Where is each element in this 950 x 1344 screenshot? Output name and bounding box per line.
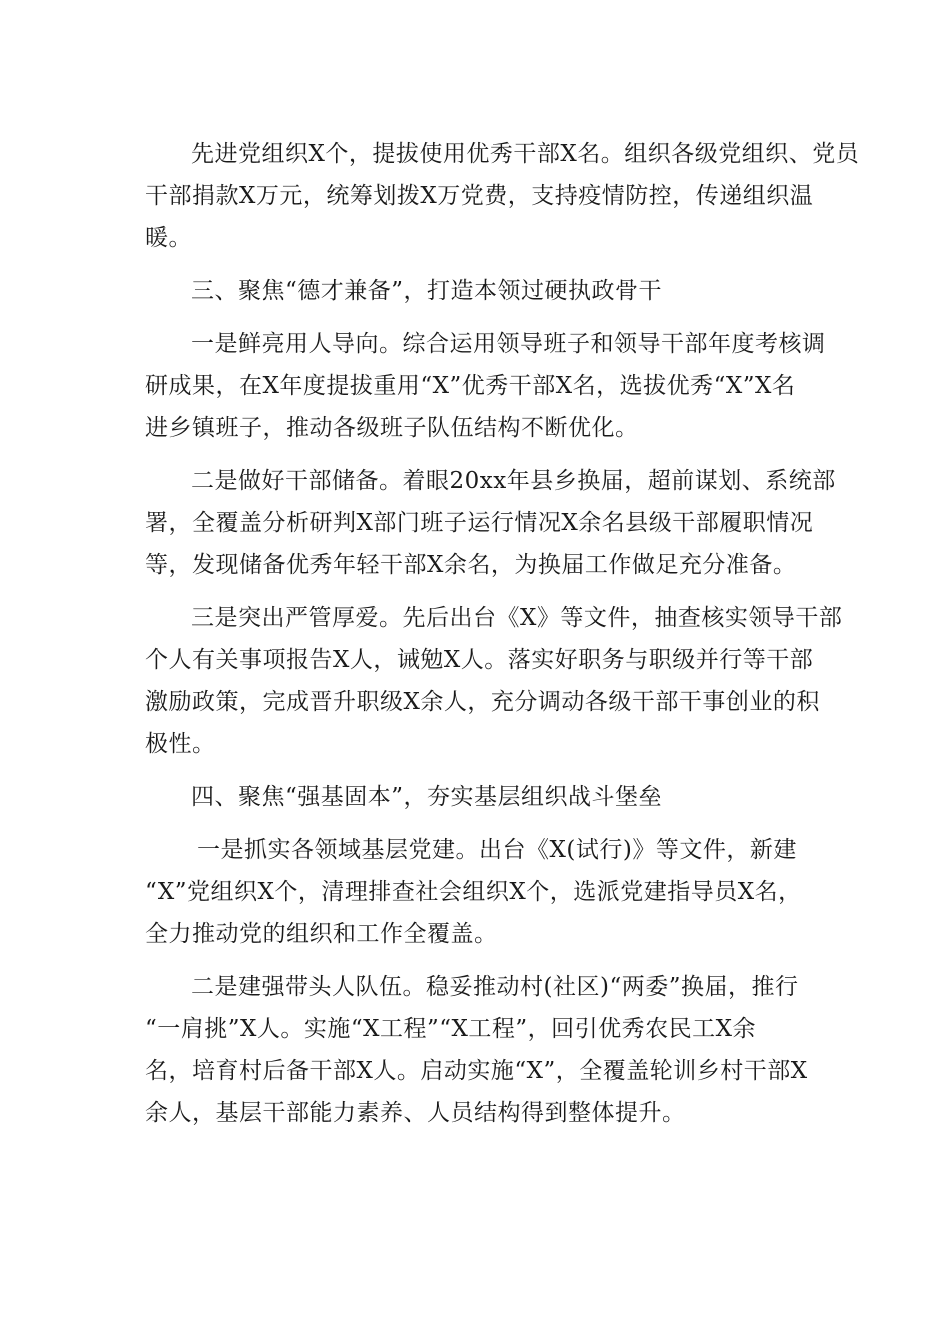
text-line: 个人有关事项报告X人，诫勉X人。落实好职务与职级并行等干部 [145,647,814,673]
text-line: 一是抓实各领域基层党建。出台《X(试行)》等文件，新建 [197,837,797,863]
text-line: 研成果，在X年度提拔重用“X”优秀干部X名，选拔优秀“X”X名 [145,373,796,399]
text-line: 二是建强带头人队伍。稳妥推动村(社区)“两委”换届，推行 [191,974,799,1000]
paragraph-gap [145,818,810,829]
paragraph-gap [145,955,810,966]
text-line: 极性。 [145,731,216,757]
text-line: 等，发现储备优秀年轻干部X余名，为换届工作做足充分准备。 [145,552,797,578]
text-line: 干部捐款X万元，统筹划拨X万党费，支持疫情防控，传递组织温 [145,183,814,209]
paragraph-gap [145,449,810,460]
body-paragraph [145,323,826,449]
text-line: 暖。 [145,225,192,251]
section-heading [145,270,810,312]
text-line: “一肩挑”X人。实施“X工程”“X工程”，回引优秀农民工X余 [145,1016,757,1042]
document-body [145,133,860,1134]
text-line: 二是做好干部储备。着眼20xx年县乡换届，超前谋划、系统部 [191,468,836,494]
text-line: “X”党组织X个，清理排查社会组织X个，选派党建指导员X名， [145,879,802,905]
body-paragraph [145,829,810,955]
paragraph-gap [145,586,810,597]
text-line: 三是突出严管厚爱。先后出台《X》等文件，抽查核实领导干部 [191,605,843,631]
text-line: 余人，基层干部能力素养、人员结构得到整体提升。 [145,1100,686,1126]
body-paragraph [145,460,836,586]
text-line: 先进党组织X个，提拔使用优秀干部X名。组织各级党组织、党员 [191,141,860,167]
text-line: 激励政策，完成晋升职级X余人，充分调动各级干部干事创业的积 [145,689,820,715]
section-heading [145,776,810,818]
text-line: 四、聚焦“强基固本”，夯实基层组织战斗堡垒 [191,784,663,810]
paragraph-gap [145,259,810,270]
text-line: 全力推动党的组织和工作全覆盖。 [145,921,498,947]
body-paragraph [145,597,843,765]
paragraph-gap [145,312,810,323]
text-line: 名，培育村后备干部X人。启动实施“X”，全覆盖轮训乡村干部X [145,1058,808,1084]
text-line: 进乡镇班子，推动各级班子队伍结构不断优化。 [145,415,639,441]
body-paragraph [145,133,860,259]
paragraph-gap [145,765,810,776]
text-line: 署，全覆盖分析研判X部门班子运行情况X余名县级干部履职情况 [145,510,814,536]
text-line: 三、聚焦“德才兼备”，打造本领过硬执政骨干 [191,278,663,304]
body-paragraph [145,966,810,1134]
text-line: 一是鲜亮用人导向。综合运用领导班子和领导干部年度考核调 [191,331,826,357]
